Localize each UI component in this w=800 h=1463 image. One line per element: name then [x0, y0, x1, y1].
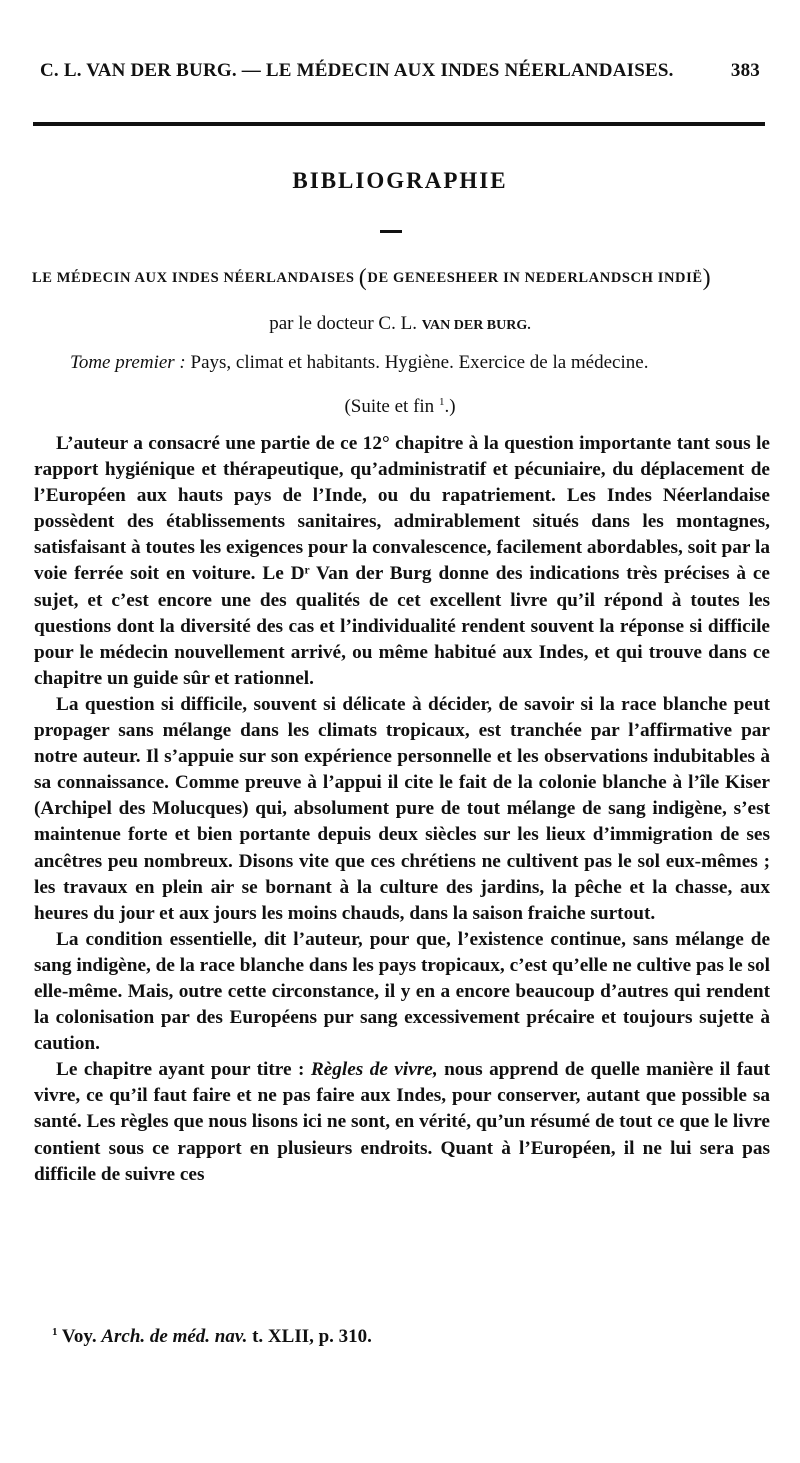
footnote: [52, 1326, 772, 1348]
title-dash: [380, 230, 402, 233]
footnote-marker: 1: [52, 1326, 58, 1338]
footnote-suffix: t. XLII, p. 310.: [247, 1326, 372, 1347]
paragraph-3: La condition essentielle, dit l’auteur, pour que, l’existence continue, sans mélange de sang indigène, de la race blanche dans les pays tropicaux, c’est qu’elle ne cultive pas le sol elle-même. Mais, outre cette circonstance, il y en a encore beaucoup d’autres qui rendent la colonisation par des Européens pur sang excessivement précaire et toujours sujette à caution.: [34, 928, 770, 1055]
paragraph-1: L’auteur a consacré une partie de ce 12° chapitre à la question importante tant sous le rapport hygiénique et thérapeutique, qu’administratif et pécuniaire, du déplacement de l’Européen aux hauts pays de l’Inde, ou du rapatriement. Les Indes Néerlandaise possèdent des établissements sanitaires, admirablement situés dans les montagnes, satisfaisant à toutes les exigences pour la convalescence, facilement abordables, soit par la voie ferrée soit en voiture. Le Dʳ Van der Burg donne des indications très précises à ce sujet, et c’est encore une des qualités de cet excellent livre qu’il répond à toutes les questions dont la diversité des cas et l’individualité rendent souvent la réponse si difficile pour le médecin nouvellement arrivé, ou même habitué aux Indes, et qui trouve dans ce chapitre un guide sûr et rationnel.: [34, 433, 770, 689]
author-name: VAN DER BURG.: [421, 318, 531, 333]
author-prefix: par le docteur C. L.: [269, 313, 422, 334]
book-title-main: LE MÉDECIN AUX INDES NÉERLANDAISES: [32, 270, 355, 286]
header-rule: [33, 122, 765, 126]
paragraph-4-italic: Règles de vivre,: [310, 1059, 438, 1081]
author-line: [0, 313, 800, 335]
suite-close: .): [444, 396, 456, 417]
suite-text: (Suite et fin: [344, 396, 435, 417]
tome-label: Tome premier :: [70, 352, 186, 373]
paragraph-4-start: Le chapitre ayant pour titre :: [56, 1059, 311, 1081]
suite-footnote-marker: 1: [438, 396, 445, 408]
tome-line: [70, 352, 770, 374]
book-subtitle: DE GENEESHEER IN NEDERLANDSCH INDIË: [367, 270, 703, 286]
paragraph-4-end: nous apprend de quelle manière il faut vivre, ce qu’il faut faire et ne pas faire aux Indes, pour conserver, autant que possible sa santé. Les règles que nous lisons ici ne sont, en vérité, qu’un résumé de tout ce que le livre contient sous ce rapport en plusieurs endroits. Quant à l’Européen, il ne lui sera pas difficile de suivre ces: [34, 1059, 771, 1185]
paren-close: ): [702, 265, 712, 291]
tome-text: Pays, climat et habitants. Hygiène. Exercice de la médecine.: [185, 352, 649, 373]
running-head-title: C. L. VAN DER BURG. — LE MÉDECIN AUX INDES NÉERLANDAISES.: [40, 60, 674, 81]
book-title: [32, 265, 772, 292]
footnote-source: Arch. de méd. nav.: [101, 1326, 248, 1347]
paragraph-4: [34, 1057, 770, 1187]
paren-open: (: [358, 265, 368, 291]
paragraph-2: La question si difficile, souvent si délicate à décider, de savoir si la race blanche peut propager sans mélange dans les climats tropicaux, est tranchée par l’affirmative par notre auteur. Il s’appuie sur son expérience personnelle et les observations indubitables à sa connaissance. Comme preuve à l’appui il cite le fait de la colonie blanche à l’île Kiser (Archipel des Molucques) qui, absolument pure de tout mélange de sang indigène, s’est maintenue forte et bien portante depuis deux siècles sur les lieux d’immigration de ses ancêtres peu nombreux. Disons vite que ces chrétiens ne cultivent pas le sol eux-mêmes ; les travaux en plein air se bornant à la culture des jardins, la pêche et la chasse, aux heures du jour et aux jours les moins chauds, dans la saison fraiche surtout.: [34, 693, 770, 924]
article-body: [34, 431, 770, 1188]
running-head: [40, 60, 760, 82]
suite-line: [0, 396, 800, 418]
footnote-prefix: Voy.: [57, 1326, 102, 1347]
section-title: BIBLIOGRAPHIE: [292, 168, 508, 193]
page-number: 383: [730, 60, 760, 81]
